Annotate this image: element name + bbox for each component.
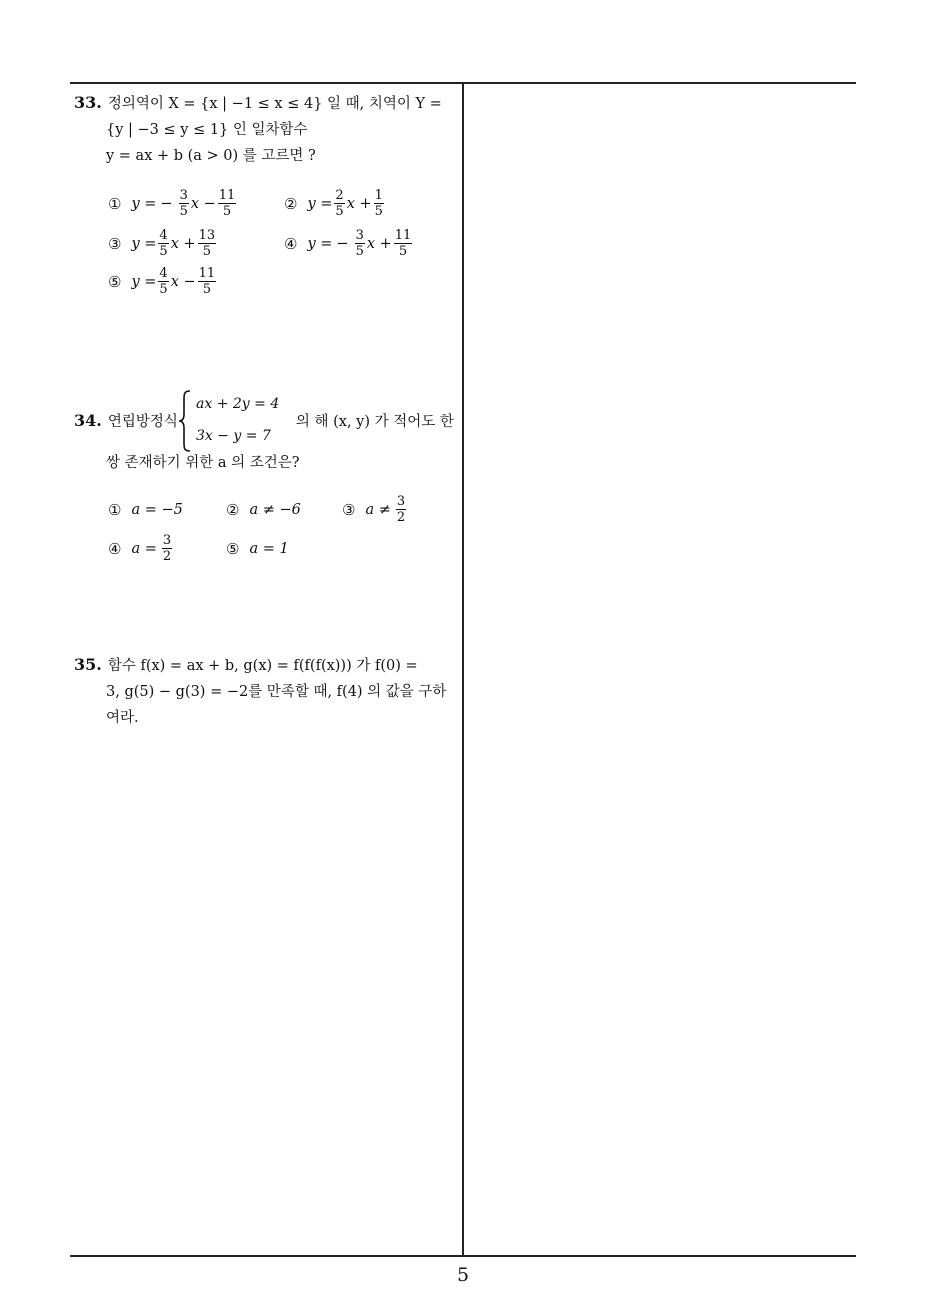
choice-mid: x − [190,195,216,212]
equation-2: 3x − y = 7 [196,428,271,444]
q33-choice-2[interactable] [284,188,386,219]
choice-mark: ⑤ [226,540,240,558]
equation-1: ax + 2y = 4 [196,396,280,412]
choice-text: a = [131,540,157,557]
q33-stem-2: {y | −3 ≤ y ≤ 1} 인 일차함수 [106,122,308,138]
choice-mark: ① [108,194,122,213]
q35-stem-2: 3, g(5) − g(3) = −2를 만족할 때, f(4) 의 값을 구하 [106,684,447,700]
choice-mark: ⑤ [108,272,122,291]
choice-mid: x + [366,235,392,252]
q34-choice-2[interactable] [226,501,301,519]
choice-lhs: y = [131,195,157,212]
column-divider [462,82,464,1256]
choice-lhs: y = [131,235,157,252]
choice-sign: − [336,235,349,252]
choice-text: a ≠ −6 [249,502,301,518]
fraction: $\frac{11}{5}$ [218,188,236,219]
fraction: $\frac{13}{5}$ [198,228,216,259]
choice-mid: x + [170,235,196,252]
fraction: $\frac{1}{5}$ [374,188,383,219]
bottom-rule [70,1255,856,1257]
choice-mark: ② [226,501,240,519]
q34-stem-2: 쌍 존재하기 위한 a 의 조건은? [106,455,300,471]
left-brace-icon [178,390,192,452]
fraction: $\frac{4}{5}$ [159,266,168,297]
q34-choice-3[interactable] [342,494,408,525]
choice-mark: ④ [284,234,298,253]
equation-system [178,390,290,452]
fraction: $\frac{11}{5}$ [394,228,412,259]
q33-stem-3: y = ax + b (a > 0) 를 고르면 ? [106,148,316,164]
q35-stem-1: 함수 f(x) = ax + b, g(x) = f(f(f(x))) 가 f(0) = [107,658,418,674]
q33-choice-1[interactable] [108,188,238,219]
choice-text: a = 1 [249,541,289,557]
choice-lhs: y = [307,235,333,252]
q33-number: 33. [74,93,102,112]
page-number: 5 [456,1264,470,1286]
q33-choice-3[interactable] [108,228,218,259]
choice-text: a = −5 [131,502,183,518]
choice-mark: ④ [108,539,122,558]
q33-choice-5[interactable] [108,266,218,297]
choice-mid: x + [346,195,372,212]
question-35 [74,652,458,731]
fraction: $\frac{3}{2}$ [396,494,406,525]
choice-mark: ② [284,194,298,213]
choice-text: a ≠ [365,501,391,518]
q34-choice-1[interactable] [108,501,183,519]
choice-sign: − [160,195,173,212]
q34-choice-5[interactable] [226,540,289,558]
fraction: $\frac{11}{5}$ [198,266,216,297]
q34-number: 34. [74,411,102,430]
choice-mark: ① [108,501,122,519]
q33-line1 [74,90,458,117]
q34-choice-4[interactable] [108,533,174,564]
choice-lhs: y = [131,273,157,290]
q35-number: 35. [74,655,102,674]
question-33 [74,90,458,169]
choice-lhs: y = [307,195,333,212]
fraction: $\frac{2}{5}$ [335,188,344,219]
choice-mark: ③ [342,500,356,519]
q34-continued [74,450,458,476]
fraction: $\frac{3}{2}$ [162,533,172,564]
q33-choice-4[interactable] [284,228,414,259]
fraction: $\frac{4}{5}$ [159,228,168,259]
q34-tail: 의 해 (x, y) 가 적어도 한 [295,414,454,430]
choice-mid: x − [170,273,196,290]
fraction: $\frac{3}{5}$ [179,188,188,219]
choice-mark: ③ [108,234,122,253]
fraction: $\frac{3}{5}$ [355,228,364,259]
q35-line1 [74,652,458,679]
q35-stem-3: 여라. [106,710,139,726]
q33-stem-1: 정의역이 X = {x | −1 ≤ x ≤ 4} 일 때, 치역이 Y = [107,96,442,112]
q34-lead: 연립방정식 [107,414,178,430]
